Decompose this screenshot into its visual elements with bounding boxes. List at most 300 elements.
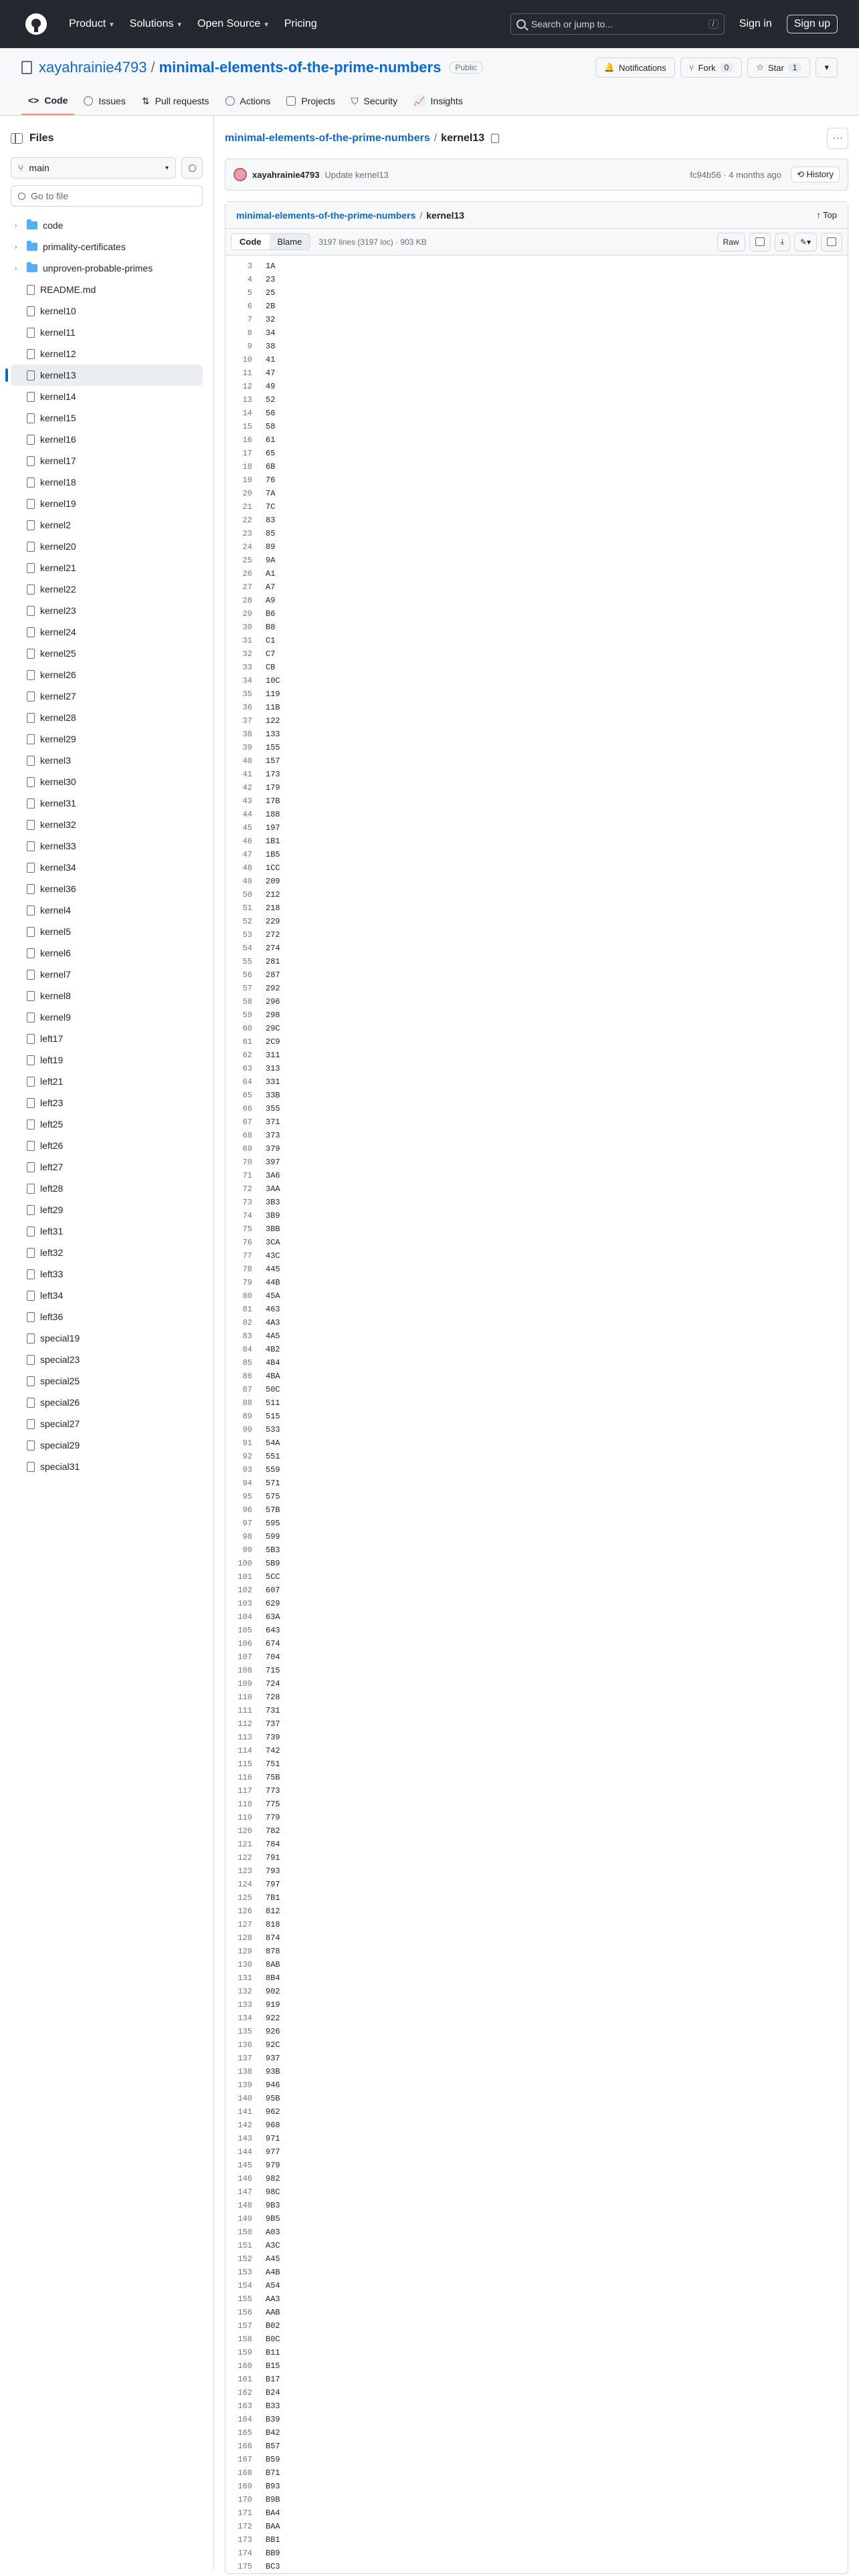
line-number[interactable]: 79: [242, 1278, 252, 1287]
repo-header: [0, 48, 859, 116]
tree-file[interactable]: [11, 578, 203, 600]
github-logo-icon[interactable]: [25, 13, 47, 35]
line-number[interactable]: 128: [237, 1933, 252, 1943]
line-number[interactable]: 20: [242, 489, 252, 498]
breadcrumb-repo-link[interactable]: minimal-elements-of-the-prime-numbers: [225, 132, 430, 144]
line-number[interactable]: 105: [237, 1626, 252, 1635]
repo-name-link[interactable]: minimal-elements-of-the-prime-numbers: [159, 59, 442, 76]
line-number[interactable]: 65: [242, 1091, 252, 1100]
line-number[interactable]: 36: [242, 703, 252, 712]
line-number[interactable]: 152: [237, 2254, 252, 2264]
tree-file[interactable]: [11, 1092, 203, 1113]
line-number[interactable]: 95: [242, 1492, 252, 1501]
line-number[interactable]: 123: [237, 1866, 252, 1876]
tree-file[interactable]: [11, 643, 203, 664]
tree-file[interactable]: [11, 1028, 203, 1049]
line-number[interactable]: 174: [237, 2549, 252, 2558]
line-number[interactable]: 93: [242, 1465, 252, 1475]
code-line: [225, 1971, 848, 1985]
tree-folder[interactable]: [11, 215, 203, 236]
line-number[interactable]: 136: [237, 2040, 252, 2050]
line-number[interactable]: 24: [242, 542, 252, 552]
line-number[interactable]: 119: [237, 1813, 252, 1822]
line-number[interactable]: 9: [247, 342, 252, 351]
line-number[interactable]: 144: [237, 2147, 252, 2157]
code-line: [225, 995, 848, 1008]
line-number[interactable]: 42: [242, 783, 252, 792]
line-number[interactable]: 135: [237, 2027, 252, 2036]
tree-file[interactable]: [11, 450, 203, 471]
line-number[interactable]: 115: [237, 1759, 252, 1769]
line-number[interactable]: 131: [237, 1973, 252, 1983]
line-number[interactable]: 130: [237, 1960, 252, 1969]
line-number[interactable]: 3: [247, 261, 252, 271]
code-line: [225, 1049, 848, 1062]
commit-message[interactable]: Update kernel13: [324, 169, 389, 180]
line-number[interactable]: 111: [237, 1706, 252, 1715]
nav-pricing[interactable]: [278, 14, 323, 34]
line-number[interactable]: 97: [242, 1519, 252, 1528]
line-number[interactable]: 76: [242, 1238, 252, 1247]
chevron-down-icon: ▾: [264, 20, 268, 29]
top-link[interactable]: [816, 210, 837, 220]
line-number[interactable]: 18: [242, 462, 252, 471]
line-number[interactable]: 28: [242, 596, 252, 605]
line-number[interactable]: 84: [242, 1345, 252, 1354]
line-number[interactable]: 69: [242, 1144, 252, 1154]
line-number[interactable]: 157: [237, 2321, 252, 2331]
line-number[interactable]: 91: [242, 1438, 252, 1448]
line-number[interactable]: 6: [247, 302, 252, 311]
repo-owner-link[interactable]: xayahrainie4793: [39, 59, 147, 76]
line-number[interactable]: 21: [242, 502, 252, 512]
line-number[interactable]: 110: [237, 1693, 252, 1702]
line-number[interactable]: 168: [237, 2468, 252, 2478]
line-number[interactable]: 11: [242, 368, 252, 378]
go-to-file-input[interactable]: [11, 185, 203, 207]
line-number[interactable]: 10: [242, 355, 252, 364]
line-number[interactable]: 87: [242, 1385, 252, 1394]
tree-file[interactable]: [11, 1392, 203, 1413]
line-number[interactable]: 44: [242, 810, 252, 819]
avatar[interactable]: [233, 168, 247, 181]
tree-file[interactable]: [11, 750, 203, 771]
tree-file[interactable]: [11, 1242, 203, 1263]
tree-file[interactable]: [11, 386, 203, 407]
line-content: A45: [266, 2254, 280, 2264]
tree-file[interactable]: [11, 964, 203, 985]
line-number[interactable]: 137: [237, 2054, 252, 2063]
line-number[interactable]: 170: [237, 2495, 252, 2504]
line-number[interactable]: 16: [242, 435, 252, 445]
line-number[interactable]: 149: [237, 2214, 252, 2224]
line-number[interactable]: 47: [242, 850, 252, 859]
line-number[interactable]: 160: [237, 2361, 252, 2371]
tree-file[interactable]: [11, 878, 203, 899]
tree-file[interactable]: [11, 1199, 203, 1220]
tree-file-label: kernel11: [40, 327, 76, 338]
notifications-button[interactable]: [595, 58, 675, 78]
code-line: [225, 2520, 848, 2533]
line-number[interactable]: 54: [242, 944, 252, 953]
line-number[interactable]: 46: [242, 837, 252, 846]
tree-file[interactable]: [11, 1049, 203, 1071]
tab-pull-requests[interactable]: [135, 87, 216, 115]
line-number[interactable]: 100: [237, 1559, 252, 1568]
line-number[interactable]: 140: [237, 2094, 252, 2103]
line-number[interactable]: 96: [242, 1505, 252, 1515]
line-number[interactable]: 147: [237, 2187, 252, 2197]
tree-file[interactable]: [11, 364, 203, 386]
tree-file[interactable]: [11, 985, 203, 1006]
commit-author[interactable]: xayahrainie4793: [252, 169, 320, 180]
line-number[interactable]: 35: [242, 689, 252, 699]
line-number[interactable]: 132: [237, 1987, 252, 1996]
line-number[interactable]: 163: [237, 2401, 252, 2411]
commit-hash-and-age[interactable]: fc94b56 · 4 months ago: [690, 169, 782, 180]
line-number[interactable]: 166: [237, 2442, 252, 2451]
tree-file[interactable]: [11, 536, 203, 557]
star-button[interactable]: [747, 58, 810, 78]
line-content: 311: [266, 1051, 280, 1060]
line-number[interactable]: 74: [242, 1211, 252, 1220]
line-number[interactable]: 19: [242, 475, 252, 485]
line-number[interactable]: 129: [237, 1947, 252, 1956]
tree-file[interactable]: [11, 429, 203, 450]
code-line: [225, 340, 848, 353]
tab-security[interactable]: [345, 87, 404, 115]
tree-file[interactable]: [11, 471, 203, 493]
blame-view-button[interactable]: Blame: [270, 234, 310, 249]
nav-product[interactable]: [63, 14, 120, 34]
line-number[interactable]: 165: [237, 2428, 252, 2438]
line-number[interactable]: 29: [242, 609, 252, 619]
line-number[interactable]: 127: [237, 1920, 252, 1929]
tab-projects[interactable]: [280, 87, 342, 115]
line-number[interactable]: 124: [237, 1880, 252, 1889]
line-number[interactable]: 27: [242, 582, 252, 592]
line-number[interactable]: 32: [242, 649, 252, 659]
tree-file[interactable]: [11, 1071, 203, 1092]
line-number[interactable]: 57: [242, 984, 252, 993]
line-number[interactable]: 8: [247, 328, 252, 338]
line-number[interactable]: 150: [237, 2228, 252, 2237]
tree-file-label: kernel15: [40, 413, 76, 423]
line-number[interactable]: 146: [237, 2174, 252, 2183]
line-number[interactable]: 73: [242, 1198, 252, 1207]
line-number[interactable]: 126: [237, 1907, 252, 1916]
line-number[interactable]: 169: [237, 2482, 252, 2491]
copy-path-icon[interactable]: [491, 134, 499, 143]
search-files-button[interactable]: [181, 157, 203, 179]
tree-file[interactable]: [11, 1220, 203, 1242]
line-number[interactable]: 125: [237, 1893, 252, 1903]
line-number[interactable]: 148: [237, 2201, 252, 2210]
line-content: 58: [266, 422, 276, 431]
line-number[interactable]: 154: [237, 2281, 252, 2290]
tree-file[interactable]: [11, 685, 203, 707]
line-number[interactable]: 25: [242, 556, 252, 565]
line-number[interactable]: 89: [242, 1412, 252, 1421]
tree-file[interactable]: [11, 300, 203, 322]
tree-file[interactable]: [11, 857, 203, 878]
branch-selector[interactable]: [11, 157, 176, 179]
line-number[interactable]: 72: [242, 1184, 252, 1194]
line-number[interactable]: 167: [237, 2455, 252, 2464]
tree-file[interactable]: [11, 921, 203, 942]
line-number[interactable]: 39: [242, 743, 252, 752]
line-content: 272: [266, 930, 280, 940]
line-number[interactable]: 63: [242, 1064, 252, 1073]
raw-button[interactable]: Raw: [717, 233, 745, 251]
tree-file[interactable]: [11, 664, 203, 685]
symbols-panel-button[interactable]: [821, 233, 842, 251]
line-number[interactable]: 37: [242, 716, 252, 726]
line-number[interactable]: 13: [242, 395, 252, 405]
sticky-repo-link[interactable]: minimal-elements-of-the-prime-numbers: [236, 209, 416, 221]
code-line: [225, 1798, 848, 1811]
tree-file[interactable]: [11, 343, 203, 364]
tree-file[interactable]: [11, 279, 203, 300]
line-number[interactable]: 68: [242, 1131, 252, 1140]
line-number[interactable]: 48: [242, 863, 252, 873]
tree-file[interactable]: [11, 1327, 203, 1349]
line-number[interactable]: 138: [237, 2067, 252, 2076]
line-number[interactable]: 98: [242, 1532, 252, 1541]
line-number[interactable]: 85: [242, 1358, 252, 1368]
line-number[interactable]: 116: [237, 1773, 252, 1782]
star-dropdown-button[interactable]: [816, 58, 838, 78]
tree-file[interactable]: [11, 1306, 203, 1327]
tree-file[interactable]: [11, 899, 203, 921]
line-number[interactable]: 141: [237, 2107, 252, 2117]
line-content: 971: [266, 2134, 280, 2143]
line-number[interactable]: 26: [242, 569, 252, 578]
line-number[interactable]: 66: [242, 1104, 252, 1113]
tab-insights[interactable]: [407, 87, 470, 115]
nav-solutions[interactable]: [124, 14, 187, 34]
code-line: [225, 594, 848, 607]
tree-file[interactable]: [11, 707, 203, 728]
tree-file[interactable]: [11, 514, 203, 536]
tree-file[interactable]: [11, 1178, 203, 1199]
fork-button[interactable]: [680, 58, 743, 78]
tree-file[interactable]: [11, 1263, 203, 1285]
line-number[interactable]: 7: [247, 315, 252, 324]
line-content: 737: [266, 1719, 280, 1729]
line-number[interactable]: 61: [242, 1037, 252, 1047]
line-number[interactable]: 58: [242, 997, 252, 1006]
line-number[interactable]: 102: [237, 1586, 252, 1595]
line-number[interactable]: 5: [247, 288, 252, 298]
line-number[interactable]: 71: [242, 1171, 252, 1180]
line-number[interactable]: 90: [242, 1425, 252, 1434]
line-number[interactable]: 162: [237, 2388, 252, 2397]
line-number[interactable]: 82: [242, 1318, 252, 1327]
line-number[interactable]: 143: [237, 2134, 252, 2143]
tab-issues[interactable]: [77, 87, 132, 115]
line-number[interactable]: 114: [237, 1746, 252, 1755]
line-number[interactable]: 122: [237, 1853, 252, 1862]
line-number[interactable]: 112: [237, 1719, 252, 1729]
line-number[interactable]: 49: [242, 877, 252, 886]
line-number[interactable]: 133: [237, 2000, 252, 2010]
copy-raw-button[interactable]: [749, 233, 771, 251]
line-number[interactable]: 14: [242, 409, 252, 418]
line-number[interactable]: 134: [237, 2014, 252, 2023]
line-number[interactable]: 107: [237, 1652, 252, 1662]
line-number[interactable]: 155: [237, 2294, 252, 2304]
line-number[interactable]: 15: [242, 422, 252, 431]
line-number[interactable]: 142: [237, 2121, 252, 2130]
line-number[interactable]: 51: [242, 903, 252, 913]
line-number[interactable]: 108: [237, 1666, 252, 1675]
line-number[interactable]: 106: [237, 1639, 252, 1648]
line-number[interactable]: 59: [242, 1010, 252, 1020]
line-number[interactable]: 99: [242, 1545, 252, 1555]
line-number[interactable]: 173: [237, 2535, 252, 2545]
tree-file[interactable]: [11, 771, 203, 792]
tree-file[interactable]: [11, 1156, 203, 1178]
line-number[interactable]: 75: [242, 1224, 252, 1234]
line-number[interactable]: 159: [237, 2348, 252, 2357]
sidebar-collapse-icon[interactable]: [11, 133, 23, 144]
line-number[interactable]: 88: [242, 1398, 252, 1408]
line-number[interactable]: 158: [237, 2335, 252, 2344]
tree-file[interactable]: [11, 557, 203, 578]
line-number[interactable]: 118: [237, 1800, 252, 1809]
line-number[interactable]: 40: [242, 756, 252, 766]
line-number[interactable]: 56: [242, 970, 252, 980]
line-number[interactable]: 64: [242, 1077, 252, 1087]
line-number[interactable]: 153: [237, 2268, 252, 2277]
line-number[interactable]: 92: [242, 1452, 252, 1461]
line-number[interactable]: 78: [242, 1265, 252, 1274]
tree-folder[interactable]: [11, 257, 203, 279]
line-number[interactable]: 83: [242, 1331, 252, 1341]
tree-file[interactable]: [11, 1285, 203, 1306]
line-number[interactable]: 17: [242, 449, 252, 458]
line-number[interactable]: 103: [237, 1599, 252, 1608]
line-number[interactable]: 30: [242, 623, 252, 632]
line-number[interactable]: 139: [237, 2080, 252, 2090]
line-number[interactable]: 70: [242, 1158, 252, 1167]
tree-file[interactable]: [11, 600, 203, 621]
line-number[interactable]: 175: [237, 2562, 252, 2571]
kebab-icon: ···: [832, 132, 843, 144]
line-number[interactable]: 60: [242, 1024, 252, 1033]
nav-open-source[interactable]: [191, 14, 274, 34]
line-number[interactable]: 104: [237, 1612, 252, 1622]
edit-button[interactable]: [794, 233, 817, 251]
tree-file[interactable]: [11, 1135, 203, 1156]
tree-file[interactable]: [11, 835, 203, 857]
line-number[interactable]: 55: [242, 957, 252, 966]
chevron-down-icon: ▾: [110, 20, 114, 29]
line-number[interactable]: 4: [247, 275, 252, 284]
tree-file[interactable]: [11, 1006, 203, 1028]
tree-file[interactable]: [11, 1113, 203, 1135]
line-number[interactable]: 23: [242, 529, 252, 538]
code-line: [225, 2359, 848, 2373]
search-input[interactable]: [510, 13, 725, 35]
line-number[interactable]: 156: [237, 2308, 252, 2317]
line-number[interactable]: 53: [242, 930, 252, 940]
tree-file[interactable]: [11, 1456, 203, 1477]
line-number[interactable]: 77: [242, 1251, 252, 1261]
tab-actions[interactable]: [219, 87, 278, 115]
line-content: 56: [266, 409, 276, 418]
more-options-button[interactable]: [827, 128, 848, 149]
line-number[interactable]: 101: [237, 1572, 252, 1582]
line-number[interactable]: 43: [242, 796, 252, 806]
line-number[interactable]: 94: [242, 1479, 252, 1488]
line-number[interactable]: 109: [237, 1679, 252, 1689]
line-number[interactable]: 121: [237, 1840, 252, 1849]
tree-file[interactable]: [11, 322, 203, 343]
code-line: [225, 2119, 848, 2132]
tree-file[interactable]: [11, 621, 203, 643]
line-number[interactable]: 171: [237, 2508, 252, 2518]
download-button[interactable]: [775, 233, 790, 251]
tree-file[interactable]: [11, 1370, 203, 1392]
line-number[interactable]: 172: [237, 2522, 252, 2531]
tree-file[interactable]: [11, 942, 203, 964]
line-number[interactable]: 161: [237, 2375, 252, 2384]
line-number[interactable]: 12: [242, 382, 252, 391]
line-number[interactable]: 33: [242, 663, 252, 672]
line-number[interactable]: 81: [242, 1305, 252, 1314]
tree-file[interactable]: [11, 1413, 203, 1434]
tab-code[interactable]: [21, 87, 74, 115]
line-number[interactable]: 50: [242, 890, 252, 899]
line-number[interactable]: 67: [242, 1117, 252, 1127]
tree-file[interactable]: [11, 407, 203, 429]
tree-file[interactable]: [11, 814, 203, 835]
tree-file[interactable]: [11, 1434, 203, 1456]
line-number[interactable]: 80: [242, 1291, 252, 1301]
line-number[interactable]: 38: [242, 730, 252, 739]
line-number[interactable]: 22: [242, 516, 252, 525]
tree-file[interactable]: [11, 792, 203, 814]
line-number[interactable]: 62: [242, 1051, 252, 1060]
sign-in-link[interactable]: Sign in: [739, 18, 772, 29]
line-number[interactable]: 145: [237, 2161, 252, 2170]
line-number[interactable]: 120: [237, 1826, 252, 1836]
code-view-button[interactable]: Code: [231, 234, 270, 249]
line-number[interactable]: 31: [242, 636, 252, 645]
line-number[interactable]: 52: [242, 917, 252, 926]
line-number[interactable]: 86: [242, 1372, 252, 1381]
line-number[interactable]: 164: [237, 2415, 252, 2424]
star-count: 1: [788, 63, 802, 72]
tree-file[interactable]: [11, 728, 203, 750]
header-right: [510, 13, 838, 35]
line-number[interactable]: 113: [237, 1733, 252, 1742]
line-number[interactable]: 34: [242, 676, 252, 685]
tree-file[interactable]: [11, 1349, 203, 1370]
tree-folder[interactable]: [11, 236, 203, 257]
history-button[interactable]: [791, 167, 840, 183]
code-line: [225, 1691, 848, 1704]
line-number[interactable]: 117: [237, 1786, 252, 1796]
file-icon: [27, 1462, 35, 1472]
line-number[interactable]: 41: [242, 770, 252, 779]
sign-up-button[interactable]: Sign up: [787, 15, 838, 33]
line-number[interactable]: 151: [237, 2241, 252, 2250]
tree-file[interactable]: [11, 493, 203, 514]
line-number[interactable]: 45: [242, 823, 252, 833]
